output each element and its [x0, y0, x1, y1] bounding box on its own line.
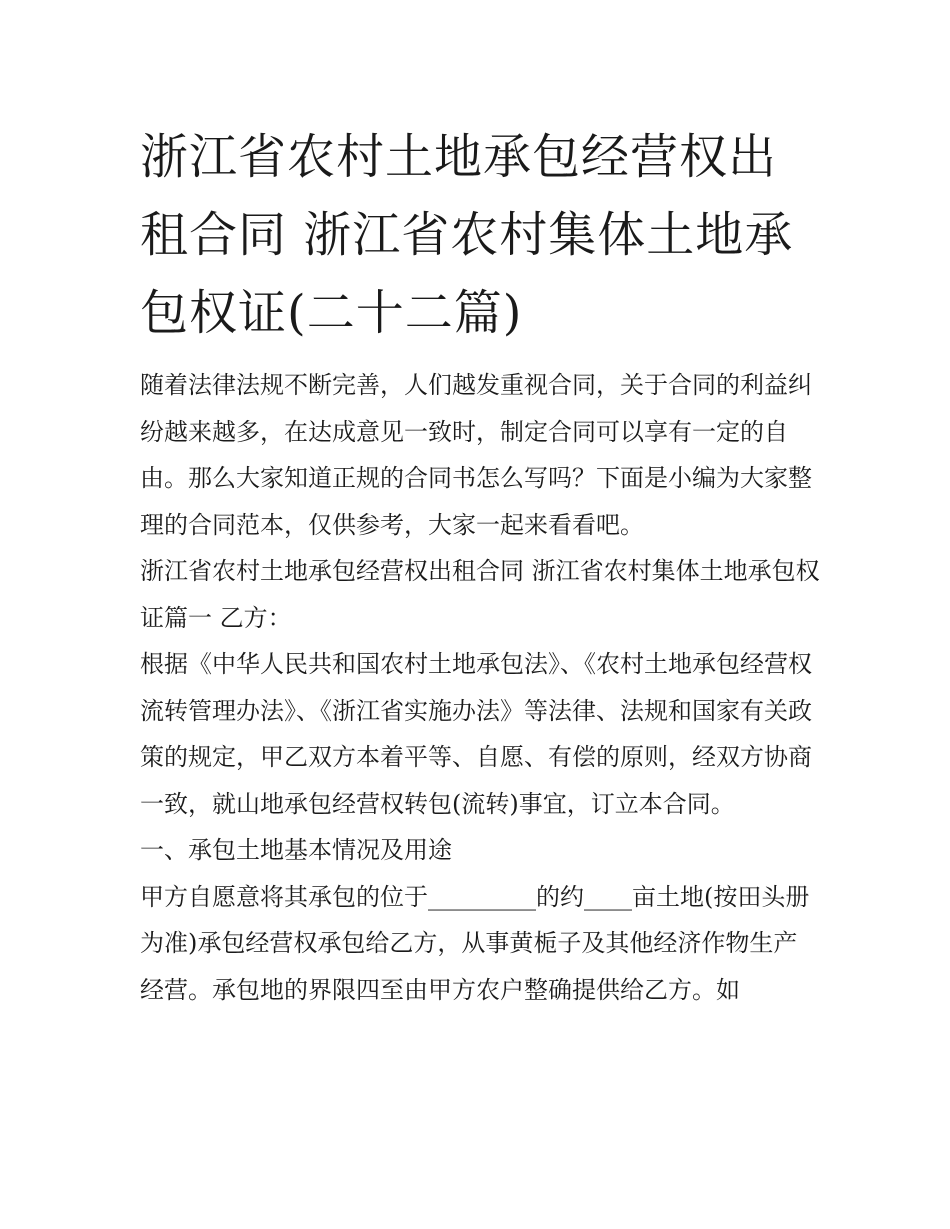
document-page	[140, 118, 820, 1013]
intro-paragraph: 随着法律法规不断完善，人们越发重视合同，关于合同的利益纠纷越来越多，在达成意见一致时，制定合同可以享有一定的自由。那么大家知道正规的合同书怎么写吗？下面是小编为大家整理的合同范本，仅供参考，大家一起来看看吧。	[140, 371, 812, 539]
legal-basis-paragraph: 根据《中华人民共和国农村土地承包法》、《农村土地承包经营权流转管理办法》、《浙江省实施办法》等法律、法规和国家有关政策的规定，甲乙双方本着平等、自愿、有偿的原则，经双方协商一致，就山地承包经营权转包(流转)事宜，订立本合同。	[140, 650, 812, 818]
clause-heading-1: 一、承包土地基本情况及用途	[140, 836, 452, 864]
section-heading-part-one: 浙江省农村土地承包经营权出租合同 浙江省农村集体土地承包权证篇一 乙方：	[140, 557, 820, 632]
document-title: 浙江省农村土地承包经营权出租合同 浙江省农村集体土地承包权证(二十二篇)	[140, 129, 794, 341]
clause-1-paragraph: 甲方自愿意将其承包的位于_________的约____亩土地(按田头册为准)承包经营权承包给乙方，从事黄栀子及其他经济作物生产经营。承包地的界限四至由甲方农户整确提供给乙方。如	[140, 882, 810, 1004]
